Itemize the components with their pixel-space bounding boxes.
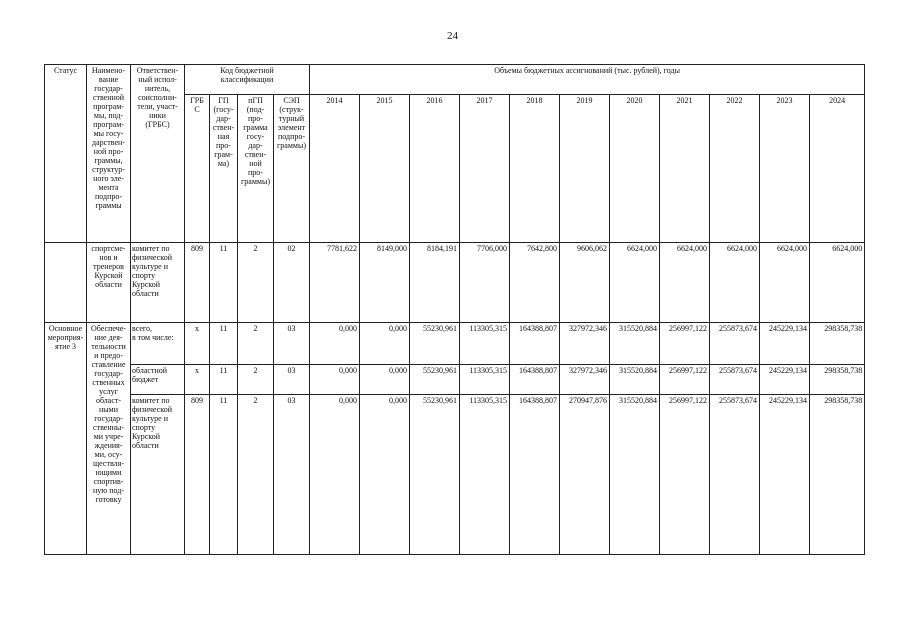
value-cell: 315520,884 (610, 323, 660, 365)
value-cell: 270947,876 (560, 395, 610, 555)
value-cell: 164388,807 (510, 395, 560, 555)
header-year: 2017 (460, 95, 510, 243)
gp-cell: 11 (210, 323, 238, 365)
sep-cell: 03 (274, 365, 310, 395)
table-row (45, 323, 865, 365)
responsible-cell: областной бюджет (131, 365, 185, 395)
value-cell: 113305,315 (460, 323, 510, 365)
value-cell: 113305,315 (460, 365, 510, 395)
value-cell: 255873,674 (710, 395, 760, 555)
value-cell: 256997,122 (660, 365, 710, 395)
value-cell: 0,000 (360, 365, 410, 395)
value-cell: 9606,062 (560, 243, 610, 323)
value-cell: 6624,000 (760, 243, 810, 323)
sep-cell: 03 (274, 395, 310, 555)
header-year: 2022 (710, 95, 760, 243)
value-cell: 315520,884 (610, 365, 660, 395)
header-year: 2021 (660, 95, 710, 243)
value-cell: 0,000 (310, 323, 360, 365)
header-status: Статус (45, 65, 87, 243)
value-cell: 298358,738 (810, 365, 865, 395)
header-gp: ГП (госу- дар- ствен- ная про- грам- ма) (210, 95, 238, 243)
header-year: 2024 (810, 95, 865, 243)
value-cell: 8184,191 (410, 243, 460, 323)
value-cell: 55230,961 (410, 323, 460, 365)
pgp-cell: 2 (238, 243, 274, 323)
grbs-cell: х (185, 365, 210, 395)
gp-cell: 11 (210, 365, 238, 395)
grbs-cell: х (185, 323, 210, 365)
header-pgp: пГП (под- про- грамма госу- дар- ствен- ной про- граммы) (238, 95, 274, 243)
value-cell: 327972,346 (560, 323, 610, 365)
header-code-group: Код бюджетной классификации (185, 65, 310, 95)
responsible-cell: комитет по физической культуре и спорту Курской области (131, 243, 185, 323)
header-year: 2016 (410, 95, 460, 243)
value-cell: 256997,122 (660, 395, 710, 555)
value-cell: 255873,674 (710, 323, 760, 365)
header-name: Наимено- вание государ- ственной програм- мы, под- програм- мы госу- дарствен- ной про- граммы, структур- ного эле- мента подпро- граммы (87, 65, 131, 243)
budget-table (44, 64, 865, 555)
value-cell: 8149,000 (360, 243, 410, 323)
value-cell: 7706,000 (460, 243, 510, 323)
value-cell: 0,000 (310, 395, 360, 555)
value-cell: 6624,000 (710, 243, 760, 323)
header-grbs: ГРБ С (185, 95, 210, 243)
header-year: 2015 (360, 95, 410, 243)
header-responsible: Ответствен- ный испол- нитель, соисполни- тели, участ- ники (ГРБС) (131, 65, 185, 243)
value-cell: 0,000 (360, 323, 410, 365)
grbs-cell: 809 (185, 395, 210, 555)
value-cell: 255873,674 (710, 365, 760, 395)
table-row (45, 243, 865, 323)
gp-cell: 11 (210, 243, 238, 323)
value-cell: 164388,807 (510, 365, 560, 395)
header-volume-group: Объемы бюджетных ассигнований (тыс. рублей), годы (310, 65, 865, 95)
sep-cell: 02 (274, 243, 310, 323)
header-year: 2020 (610, 95, 660, 243)
pgp-cell: 2 (238, 395, 274, 555)
name-cell: Обеспече- ние дея- тельности и предо- ставление государ- ственных услуг област- ными государ- ственны- ми учре- ждения- ми, осу- ществля- ющими спортив- ную под- готовку (87, 323, 131, 555)
value-cell: 256997,122 (660, 323, 710, 365)
pgp-cell: 2 (238, 323, 274, 365)
header-year: 2023 (760, 95, 810, 243)
header-year: 2014 (310, 95, 360, 243)
value-cell: 164388,807 (510, 323, 560, 365)
sep-cell: 03 (274, 323, 310, 365)
table-row (45, 365, 865, 395)
value-cell: 0,000 (360, 395, 410, 555)
responsible-cell: комитет по физической культуре и спорту Курской области (131, 395, 185, 555)
value-cell: 6624,000 (660, 243, 710, 323)
value-cell: 245229,134 (760, 365, 810, 395)
pgp-cell: 2 (238, 365, 274, 395)
value-cell: 315520,884 (610, 395, 660, 555)
table-row (45, 395, 865, 555)
value-cell: 327972,346 (560, 365, 610, 395)
value-cell: 6624,000 (610, 243, 660, 323)
value-cell: 113305,315 (460, 395, 510, 555)
value-cell: 0,000 (310, 365, 360, 395)
header-year: 2018 (510, 95, 560, 243)
value-cell: 298358,738 (810, 395, 865, 555)
header-sep: СЭП (струк- турный элемент подпро- граммы) (274, 95, 310, 243)
status-cell (45, 243, 87, 323)
name-cell: спортсме- нов и тренеров Курской области (87, 243, 131, 323)
value-cell: 55230,961 (410, 395, 460, 555)
header-year: 2019 (560, 95, 610, 243)
grbs-cell: 809 (185, 243, 210, 323)
value-cell: 6624,000 (810, 243, 865, 323)
value-cell: 245229,134 (760, 323, 810, 365)
value-cell: 298358,738 (810, 323, 865, 365)
status-cell: Основное мероприя- ятие 3 (45, 323, 87, 555)
gp-cell: 11 (210, 395, 238, 555)
page-number: 24 (447, 30, 458, 42)
value-cell: 55230,961 (410, 365, 460, 395)
responsible-cell: всего, в том числе: (131, 323, 185, 365)
value-cell: 245229,134 (760, 395, 810, 555)
value-cell: 7642,800 (510, 243, 560, 323)
value-cell: 7781,622 (310, 243, 360, 323)
